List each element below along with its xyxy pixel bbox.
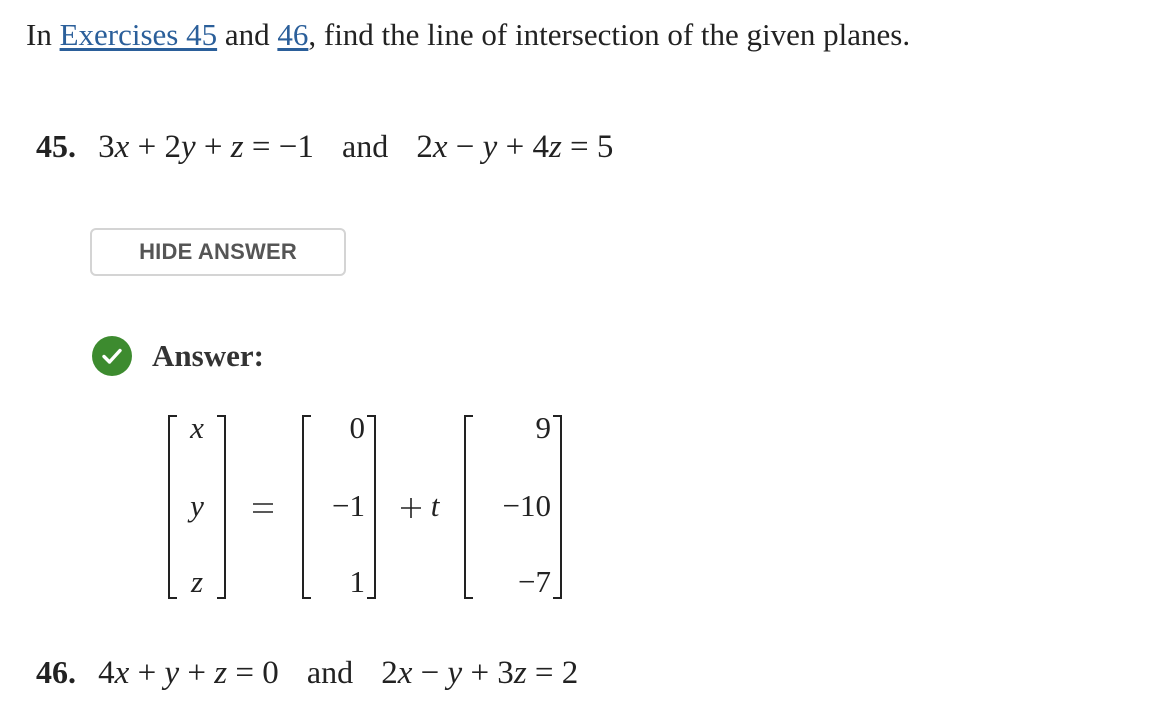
exercise-46-equation-2: 2x − y + 3z = 2	[381, 655, 579, 691]
intro-middle: and	[217, 17, 278, 52]
intro-text	[26, 14, 910, 56]
answer-vector-equation	[165, 408, 585, 608]
exercise-45-and: and	[342, 128, 389, 164]
lhs-y: y	[190, 488, 204, 523]
exercise-46-link[interactable]: 46	[277, 17, 309, 52]
point-1: −1	[332, 488, 365, 523]
intro-suffix: , find the line of intersection of the given planes.	[308, 17, 911, 52]
hide-answer-button[interactable]: HIDE ANSWER	[90, 228, 346, 276]
exercise-46-number: 46.	[36, 654, 76, 690]
direction-2: −7	[518, 564, 551, 599]
exercise-46-equation-1: 4x + y + z = 0	[98, 655, 279, 691]
answer-label: Answer:	[152, 338, 264, 373]
direction-1: −10	[502, 488, 551, 523]
exercises-45-link[interactable]: Exercises 45	[59, 17, 218, 52]
exercise-45	[36, 126, 613, 167]
answer-header	[92, 336, 264, 376]
lhs-z: z	[190, 564, 204, 599]
intro-prefix: In	[26, 17, 60, 52]
direction-0: 9	[535, 410, 551, 445]
exercise-46-and: and	[306, 654, 354, 690]
point-2: 1	[349, 564, 365, 599]
point-0: 0	[349, 410, 365, 445]
exercise-46	[36, 652, 578, 693]
equals-sign	[253, 504, 273, 512]
lhs-x: x	[190, 410, 204, 445]
exercise-45-equation-2: 2x − y + 4z = 5	[416, 129, 614, 165]
parameter-t: t	[430, 488, 440, 523]
exercise-45-equation-1: 3x + 2y + z = −1	[98, 129, 314, 165]
exercise-45-number: 45.	[36, 128, 76, 164]
plus-sign	[401, 498, 421, 518]
check-circle-icon	[92, 336, 132, 376]
